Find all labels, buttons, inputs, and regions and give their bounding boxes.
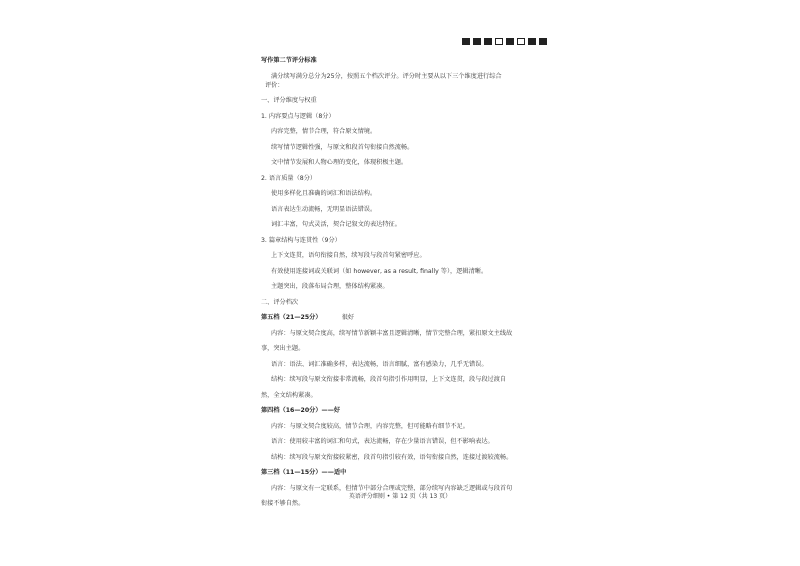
page-footer: 英语评分细则 • 第 12 页（共 13 页） [348, 493, 452, 500]
grade-5-item: 然，全文结构紧凑。 [261, 391, 317, 399]
grade-4-item: 内容：与原文契合度较高，情节合理，内容完整，但可能略有细节不足。 [271, 422, 469, 430]
grade-5-item: 内容：与原文契合度高，续写情节新颖丰富且逻辑清晰，情节完整合理，紧扣原文主线故 [271, 329, 513, 337]
grade-5-item: 结构：续写段与原文衔接非常流畅，段首句指引作用明显，上下文连贯，段与段过渡自 [271, 376, 507, 383]
grade-5-heading [261, 313, 561, 322]
header-mark [473, 38, 481, 45]
grade-4-item: 语言：使用较丰富的词汇和句式，表达流畅，存在少量语言错误，但不影响表达。 [271, 438, 494, 445]
section-heading-grades: 二、评分档次 [261, 298, 299, 306]
dimension-3-heading: 3. 篇章结构与连贯性（9分） [261, 236, 341, 244]
dimension-3-item: 有效使用连接词或关联词（如 however, as a result, finally 等），逻辑清晰。 [271, 267, 488, 275]
intro-line-2: 评价： [265, 81, 284, 89]
intro-line-1: 满分续写满分总分为25分，按照五个档次评分。评分时主要从以下三个维度进行综合 [271, 72, 502, 80]
dimension-2-item: 使用多样化且准确的词汇和语法结构。 [271, 190, 377, 197]
document-content [261, 56, 561, 508]
dimension-1-heading: 1. 内容要点与逻辑（8分） [261, 112, 335, 120]
grade-5-item: 语言：语法、词汇准确多样，表达流畅，语言细腻，富有感染力，几乎无错误。 [271, 360, 488, 368]
header-mark [484, 38, 492, 45]
dimension-1-item: 内容完整，情节合理，符合原文情境。 [271, 128, 377, 135]
dimension-2-heading: 2. 语言质量（8分） [261, 174, 317, 182]
grade-4-item: 结构：续写段与原文衔接较紧密，段首句指引较有效，语句衔接自然，连接过渡较流畅。 [271, 453, 513, 461]
dimension-1-item: 续写情节逻辑性强，与原文和段首句衔接自然流畅。 [271, 143, 414, 151]
header-mark [539, 38, 547, 45]
page-title: 写作第二节评分标准 [261, 57, 317, 64]
dimension-3-item: 上下文连贯，语句衔接自然，续写段与段首句紧密呼应。 [271, 252, 426, 259]
grade-5-title: 第五档（21—25分） [261, 314, 322, 321]
section-heading-dimensions: 一、评分维度与权重 [261, 97, 317, 104]
grade-3-item: 内容：与原文有一定联系，但情节中部分合理或完整，部分续写内容缺乏逻辑或与段首句 [271, 484, 513, 492]
grade-5-label: 很好 [341, 314, 355, 321]
dimension-1-item: 文中情节发展和人物心理的变化，体现积极主题。 [271, 159, 408, 166]
dimension-2-item: 语言表达生动流畅，无明显语法错误。 [271, 205, 377, 213]
grade-5-item: 事，突出主题。 [261, 345, 305, 352]
grade-4-heading: 第四档（16—20分）——好 [261, 407, 341, 414]
header-mark [506, 38, 514, 45]
grade-3-heading: 第三档（11—15分）——适中 [261, 469, 347, 476]
grade-3-item: 衔接不够自然。 [261, 500, 305, 507]
header-mark [517, 38, 525, 45]
dimension-3-item: 主题突出，段落布局合理，整体结构紧凑。 [271, 283, 389, 290]
dimension-2-item: 词汇丰富，句式灵活，契合记叙文的表达特征。 [271, 221, 401, 228]
header-marks [462, 38, 547, 45]
header-mark [495, 38, 503, 45]
header-mark [462, 38, 470, 45]
header-mark [528, 38, 536, 45]
